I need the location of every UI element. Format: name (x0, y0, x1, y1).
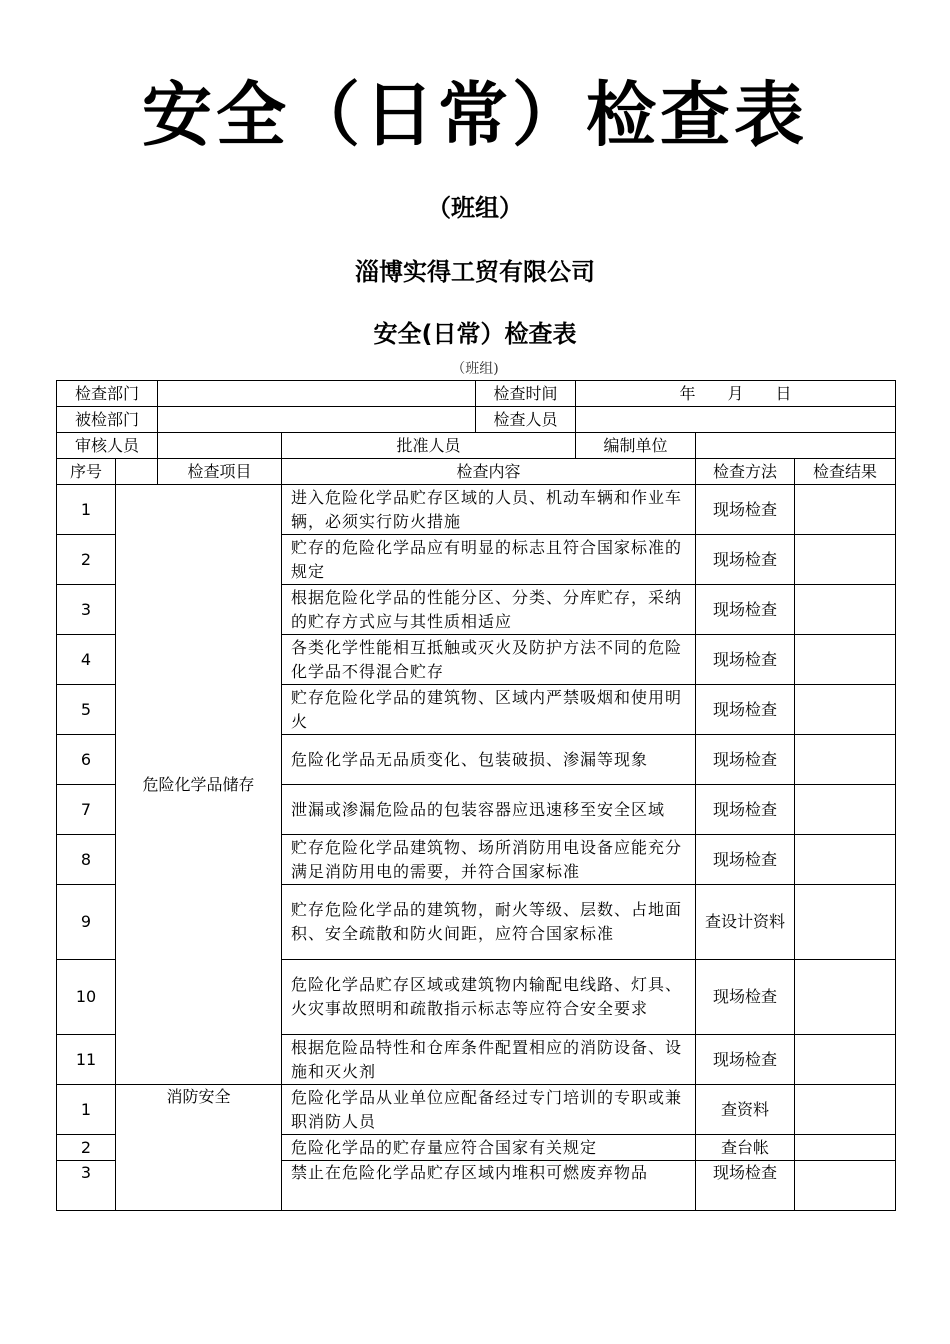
header-blank (116, 459, 158, 485)
row-content: 危险化学品无品质变化、包装破损、渗漏等现象 (282, 735, 696, 785)
row-content: 泄漏或渗漏危险品的包装容器应迅速移至安全区域 (282, 785, 696, 835)
row-result[interactable] (795, 885, 896, 960)
row-number: 6 (57, 735, 116, 785)
subtitle-group: （班组） (427, 194, 523, 222)
dept-value[interactable] (158, 381, 476, 407)
header-method: 检查方法 (696, 459, 795, 485)
row-content: 贮存危险化学品的建筑物，耐火等级、层数、占地面积、安全疏散和防火间距，应符合国家标准 (282, 885, 696, 960)
row-method: 现场检查 (696, 585, 795, 635)
row-number: 8 (57, 835, 116, 885)
row-result[interactable] (795, 735, 896, 785)
row-method: 现场检查 (696, 485, 795, 535)
row-content: 根据危险化学品的性能分区、分类、分库贮存，采纳的贮存方式应与其性质相适应 (282, 585, 696, 635)
row-method: 查资料 (696, 1085, 795, 1135)
row-number: 1 (57, 485, 116, 535)
row-method: 现场检查 (696, 535, 795, 585)
header-seq: 序号 (57, 459, 116, 485)
row-number: 2 (57, 535, 116, 585)
row-result[interactable] (795, 635, 896, 685)
company-name: 淄博实得工贸有限公司 (355, 258, 595, 286)
section-name: 消防安全 (116, 1085, 282, 1211)
table-title: 安全(日常）检查表 (373, 320, 577, 348)
compiler-value[interactable] (696, 433, 896, 459)
row-method: 现场检查 (696, 960, 795, 1035)
row-result[interactable] (795, 685, 896, 735)
row-result[interactable] (795, 960, 896, 1035)
reviewer-label: 审核人员 (57, 433, 158, 459)
row-result[interactable] (795, 1135, 896, 1161)
row-number: 3 (57, 585, 116, 635)
row-method: 现场检查 (696, 735, 795, 785)
row-number: 1 (57, 1085, 116, 1135)
date-field[interactable]: 年 月 日 (576, 381, 896, 407)
header-content: 检查内容 (282, 459, 696, 485)
row-method: 查设计资料 (696, 885, 795, 960)
table-subtitle: （班组) (451, 361, 499, 377)
row-method: 现场检查 (696, 635, 795, 685)
row-result[interactable] (795, 485, 896, 535)
row-method: 现场检查 (696, 685, 795, 735)
row-number: 2 (57, 1135, 116, 1161)
reviewer-value[interactable] (158, 433, 282, 459)
row-content: 危险化学品的贮存量应符合国家有关规定 (282, 1135, 696, 1161)
row-content: 贮存的危险化学品应有明显的标志且符合国家标准的规定 (282, 535, 696, 585)
row-result[interactable] (795, 585, 896, 635)
table-row (57, 485, 896, 535)
row-method: 现场检查 (696, 1161, 795, 1211)
row-number: 5 (57, 685, 116, 735)
row-number: 4 (57, 635, 116, 685)
row-content: 进入危险化学品贮存区域的人员、机动车辆和作业车辆，必须实行防火措施 (282, 485, 696, 535)
section-name: 危险化学品储存 (116, 485, 282, 1085)
row-result[interactable] (795, 1035, 896, 1085)
row-method: 现场检查 (696, 785, 795, 835)
row-result[interactable] (795, 785, 896, 835)
inspected-dept-value[interactable] (158, 407, 476, 433)
inspected-dept-label: 被检部门 (57, 407, 158, 433)
row-number: 11 (57, 1035, 116, 1085)
row-content: 各类化学性能相互抵触或灭火及防护方法不同的危险化学品不得混合贮存 (282, 635, 696, 685)
page-title: 安全（日常）检查表 (142, 74, 808, 156)
row-result[interactable] (795, 835, 896, 885)
row-content: 禁止在危险化学品贮存区域内堆积可燃废弃物品 (282, 1161, 696, 1211)
inspector-label: 检查人员 (476, 407, 576, 433)
row-content: 危险化学品从业单位应配备经过专门培训的专职或兼职消防人员 (282, 1085, 696, 1135)
row-method: 现场检查 (696, 1035, 795, 1085)
row-method: 查台帐 (696, 1135, 795, 1161)
row-result[interactable] (795, 1161, 896, 1211)
header-item: 检查项目 (158, 459, 282, 485)
row-number: 3 (57, 1161, 116, 1211)
time-label: 检查时间 (476, 381, 576, 407)
row-content: 危险化学品贮存区域或建筑物内输配电线路、灯具、火灾事故照明和疏散指示标志等应符合安全要求 (282, 960, 696, 1035)
row-number: 9 (57, 885, 116, 960)
row-number: 7 (57, 785, 116, 835)
inspector-value[interactable] (576, 407, 896, 433)
row-number: 10 (57, 960, 116, 1035)
compiler-label: 编制单位 (576, 433, 696, 459)
row-content: 贮存危险化学品建筑物、场所消防用电设备应能充分满足消防用电的需要，并符合国家标准 (282, 835, 696, 885)
row-method: 现场检查 (696, 835, 795, 885)
row-content: 根据危险品特性和仓库条件配置相应的消防设备、设施和灭火剂 (282, 1035, 696, 1085)
header-result: 检查结果 (795, 459, 896, 485)
table-row (57, 1085, 896, 1135)
approver-label: 批准人员 (282, 433, 576, 459)
dept-label: 检查部门 (57, 381, 158, 407)
row-content: 贮存危险化学品的建筑物、区域内严禁吸烟和使用明火 (282, 685, 696, 735)
row-result[interactable] (795, 535, 896, 585)
inspection-table (56, 380, 896, 1211)
row-result[interactable] (795, 1085, 896, 1135)
